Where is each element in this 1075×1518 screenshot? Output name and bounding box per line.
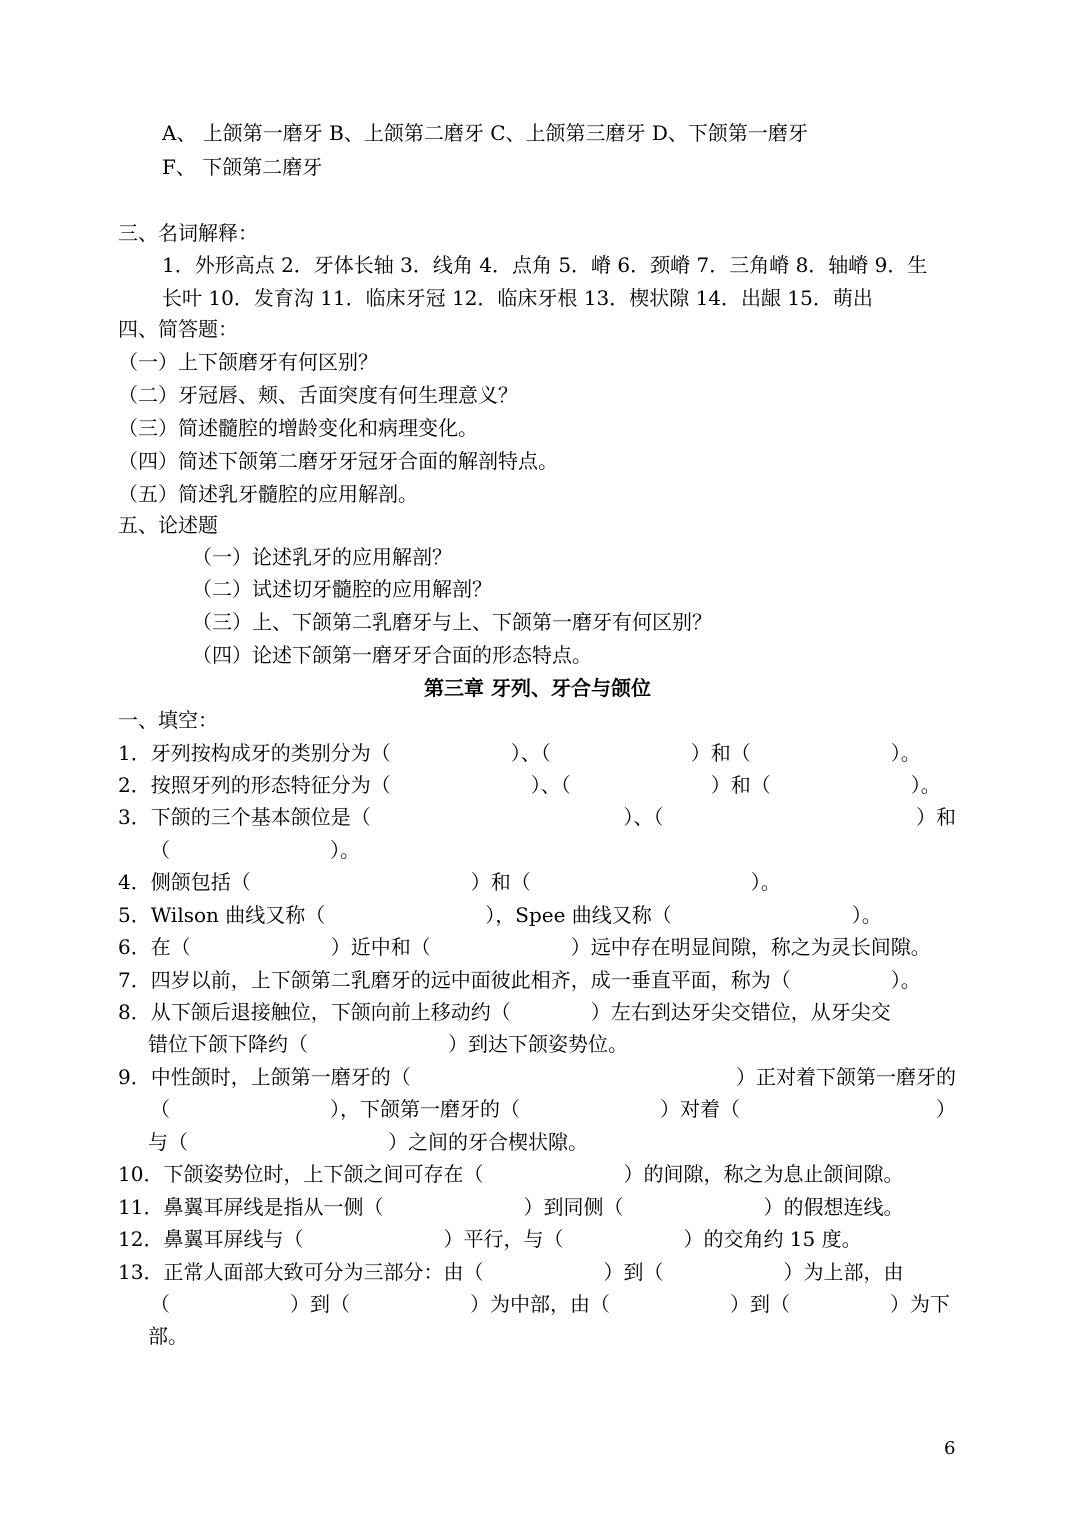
page-number: 6 — [944, 1438, 956, 1459]
question-3-line-1 — [118, 805, 956, 829]
question-9-line-1 — [118, 1065, 956, 1089]
question-13-line-1: 13．正常人面部大致可分为三部分：由（ ）到（ ）为上部，由 — [118, 1260, 904, 1284]
question-4: 4．侧颌包括（ ）和（ ）。 — [118, 870, 781, 894]
question-1: 1．牙列按构成牙的类别分为（ ）、（ ）和（ ）。 — [118, 741, 921, 765]
section-4-item-3: （三）简述髓腔的增龄变化和病理变化。 — [118, 416, 478, 440]
question-13-line-3: 部。 — [148, 1324, 188, 1348]
question-9-line-1-part-1: 9．中性颌时，上颌第一磨牙的（ — [118, 1065, 411, 1089]
section-4-item-5: （五）简述乳牙髓腔的应用解剖。 — [118, 482, 418, 506]
section-4-item-4: （四）简述下颌第二磨牙牙冠牙合面的解剖特点。 — [118, 449, 558, 473]
section-4-item-1: （一）上下颌磨牙有何区别？ — [118, 350, 378, 374]
question-9-line-3: 与（ ）之间的牙合楔状隙。 — [148, 1130, 588, 1154]
question-9-line-2 — [150, 1097, 956, 1121]
section-4-heading: 四、简答题： — [118, 317, 238, 341]
question-3-part-3: ）和 — [915, 805, 956, 829]
section-3-terms-line-2: 长叶 10．发育沟 11．临床牙冠 12．临床牙根 13．楔状隙 14．出龈 15．萌出 — [162, 286, 873, 310]
question-9-line-2-part-1: （ ），下颌第一磨牙的（ ）对着（ — [150, 1097, 740, 1121]
question-8-line-1: 8．从下颌后退接触位，下颌向前上移动约（ ）左右到达牙尖交错位，从牙尖交 — [118, 1000, 891, 1024]
section-3-heading: 三、名词解释： — [118, 221, 258, 245]
section-3-terms-line-1: 1．外形高点 2．牙体长轴 3．线角 4．点角 5．嵴 6．颈嵴 7．三角嵴 8．轴嵴 9．生 — [162, 253, 928, 277]
question-2: 2．按照牙列的形态特征分为（ ）、（ ）和（ ）。 — [118, 773, 941, 797]
question-5: 5．Wilson 曲线又称（ ），Spee 曲线又称（ ）。 — [118, 903, 882, 927]
section-5-item-2: （二）试述切牙髓腔的应用解剖？ — [192, 577, 492, 601]
question-11: 11．鼻翼耳屏线是指从一侧（ ）到同侧（ ）的假想连线。 — [118, 1195, 904, 1219]
question-8-line-2: 错位下颌下降约（ ）到达下颌姿势位。 — [148, 1032, 628, 1056]
question-10: 10．下颌姿势位时，上下颌之间可存在（ ）的间隙，称之为息止颌间隙。 — [118, 1162, 904, 1186]
question-6: 6．在（ ）近中和（ ）远中存在明显间隙，称之为灵长间隙。 — [118, 935, 931, 959]
chapter-title: 第三章 牙列、牙合与颌位 — [424, 676, 651, 700]
section-5-heading: 五、论述题 — [118, 513, 218, 537]
question-3-part-2: ）、（ — [623, 805, 664, 829]
section-5-item-4: （四）论述下颌第一磨牙牙合面的形态特点。 — [192, 643, 592, 667]
section-5-item-1: （一）论述乳牙的应用解剖？ — [192, 545, 452, 569]
question-12: 12．鼻翼耳屏线与（ ）平行，与（ ）的交角约 15 度。 — [118, 1227, 862, 1251]
question-7: 7．四岁以前，上下颌第二乳磨牙的远中面彼此相齐，成一垂直平面，称为（ ）。 — [118, 968, 921, 992]
fill-in-heading: 一、填空： — [118, 708, 218, 732]
question-9-line-1-part-2: ）正对着下颌第一磨牙的 — [736, 1065, 956, 1089]
question-9-line-2-part-2: ） — [936, 1097, 956, 1121]
option-line-1: A、 上颌第一磨牙 B、上颌第二磨牙 C、上颌第三磨牙 D、下颌第一磨牙 — [162, 121, 808, 145]
option-line-2: F、 下颌第二磨牙 — [162, 155, 323, 179]
question-3-line-2: （ ）。 — [150, 838, 360, 862]
question-13-line-2: （ ）到（ ）为中部，由（ ）到（ ）为下 — [150, 1292, 950, 1316]
section-5-item-3: （三）上、下颌第二乳磨牙与上、下颌第一磨牙有何区别？ — [192, 610, 712, 634]
section-4-item-2: （二）牙冠唇、颊、舌面突度有何生理意义？ — [118, 383, 518, 407]
question-3-part-1: 3．下颌的三个基本颌位是（ — [118, 805, 371, 829]
